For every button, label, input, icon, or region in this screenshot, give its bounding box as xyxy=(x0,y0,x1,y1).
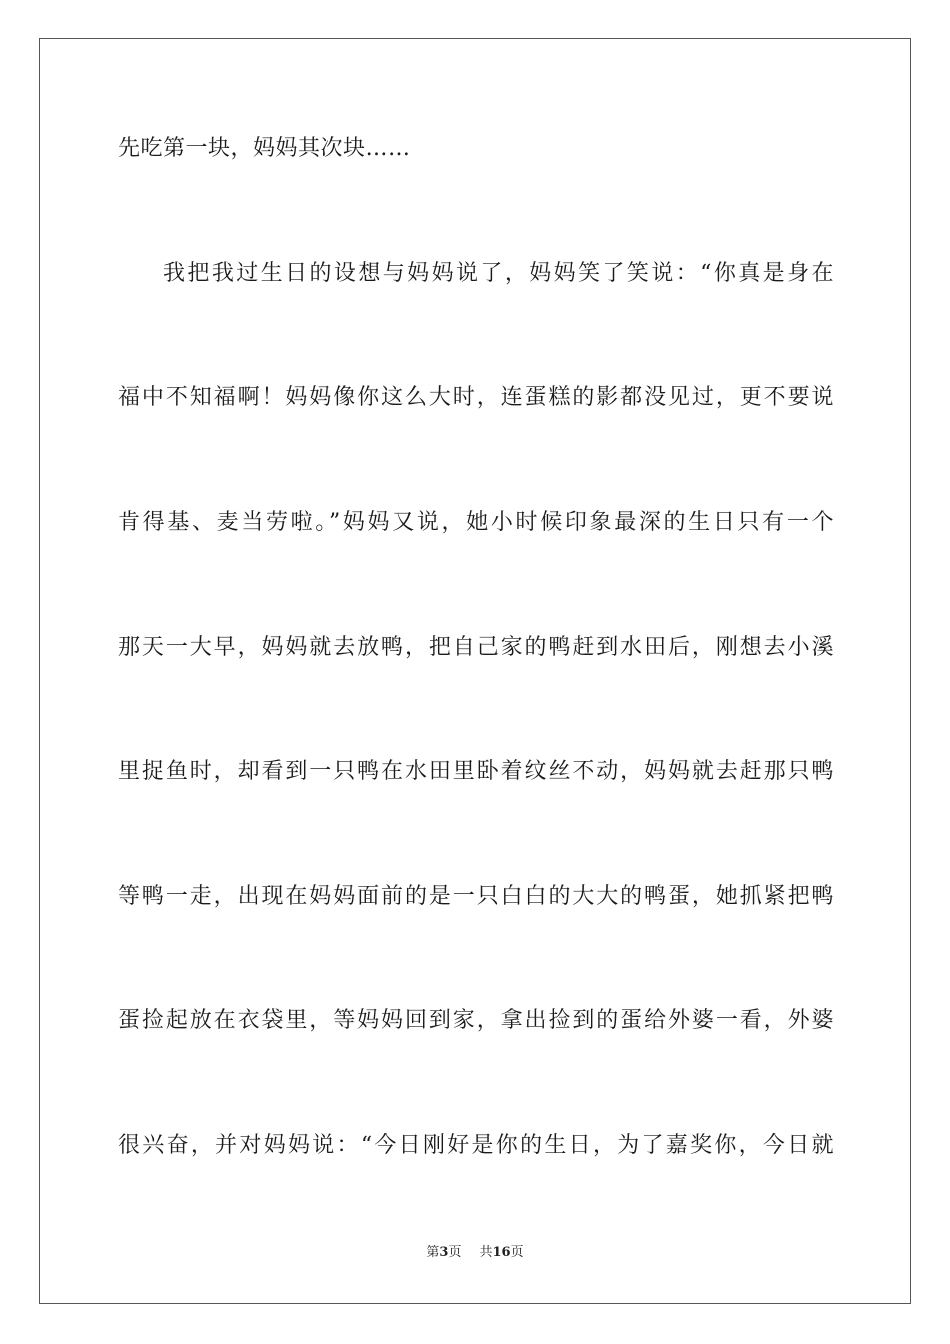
text-line-2: 我把我过生日的设想与妈妈说了，妈妈笑了笑说：“你真是身在 xyxy=(163,261,834,286)
text-line-5: 那天一大早，妈妈就去放鸭，把自己家的鸭赶到水田后，刚想去小溪 xyxy=(118,635,834,660)
footer-page-number: 3 xyxy=(439,1245,449,1260)
footer-total-pages: 16 xyxy=(492,1245,511,1260)
footer-page-suffix: 页 xyxy=(448,1245,462,1260)
footer-total-prefix: 共 xyxy=(479,1245,493,1260)
text-line-4: 肯得基、麦当劳啦。”妈妈又说，她小时候印象最深的生日只有一个 xyxy=(118,510,834,535)
page-footer xyxy=(0,1244,950,1262)
page-border xyxy=(39,38,911,1304)
text-line-3: 福中不知福啊！妈妈像你这么大时，连蛋糕的影都没见过，更不要说 xyxy=(118,385,834,410)
text-line-1: 先吃第一块，妈妈其次块…… xyxy=(118,136,411,161)
footer-page-prefix: 第 xyxy=(426,1245,440,1260)
footer-total-suffix: 页 xyxy=(510,1245,524,1260)
text-line-9: 很兴奋，并对妈妈说：“今日刚好是你的生日，为了嘉奖你，今日就 xyxy=(118,1133,834,1158)
text-line-6: 里捉鱼时，却看到一只鸭在水田里卧着纹丝不动，妈妈就去赶那只鸭 xyxy=(118,759,834,784)
text-line-7: 等鸭一走，出现在妈妈面前的是一只白白的大大的鸭蛋，她抓紧把鸭 xyxy=(118,884,834,909)
text-line-8: 蛋捡起放在衣袋里，等妈妈回到家，拿出捡到的蛋给外婆一看，外婆 xyxy=(118,1008,834,1033)
